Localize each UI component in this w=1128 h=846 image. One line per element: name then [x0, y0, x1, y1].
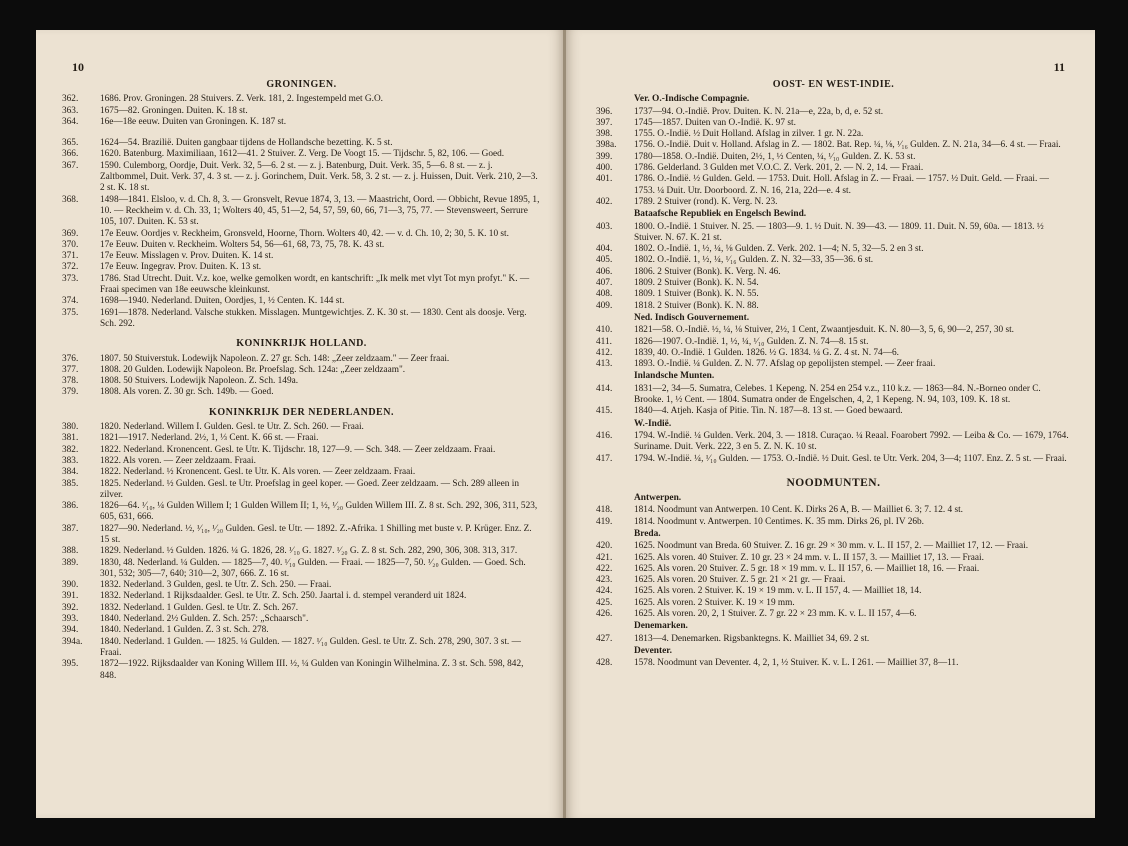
lot-entry	[62, 308, 541, 331]
lot-number: 366.	[62, 149, 79, 160]
lot-number: 411.	[596, 336, 612, 347]
lot-description: 1872—1922. Rijksdaalder van Koning Willem III. ½, ¼ Gulden van Koningin Wilhelmina. Z. 3 st. Sch. 598, 842, 848.	[100, 659, 524, 681]
lot-entry	[62, 365, 541, 376]
entry-spacer	[62, 128, 541, 138]
lot-number: 383.	[62, 455, 79, 466]
lot-entry	[62, 614, 541, 625]
lot-entry	[596, 278, 1071, 289]
lot-entry	[596, 118, 1071, 129]
subsection-heading: W.-Indië.	[634, 418, 672, 429]
lot-description: 1814. Noodmunt van Antwerpen. 10 Cent. K. Dirks 26 A, B. — Mailliet 6. 3; 7. 12. 4 st.	[634, 505, 963, 516]
lot-number: 410.	[596, 325, 613, 336]
lot-description: 1827—90. Nederland. ½, ¹⁄₁₀, ¹⁄₂₀ Gulden. Gesl. te Utr. — 1892. Z.-Afrika. 1 Shilling met buste v. P. Krüger. Enz. Z. 15 st.	[100, 523, 532, 545]
lot-description: 1813—4. Denemarken. Rigsbanktegns. K. Mailliet 34, 69. 2 st.	[634, 633, 870, 644]
lot-number: 381.	[62, 433, 79, 444]
lot-entry	[62, 117, 541, 128]
lot-entry	[62, 433, 541, 444]
lot-entry	[596, 598, 1071, 609]
lot-description: 1822. Nederland. Kronencent. Gesl. te Utr. K. Tijdschr. 18, 127—9. — Sch. 348. — Zeer zeldzaam. Fraai.	[100, 444, 496, 455]
section-heading: GRONINGEN.	[266, 79, 337, 90]
lot-entry	[596, 384, 1071, 407]
lot-entry	[596, 152, 1071, 163]
lot-number: 370.	[62, 239, 79, 250]
lot-entry	[62, 467, 541, 478]
lot-description: 1675—82. Groningen. Duiten. K. 18 st.	[100, 105, 248, 116]
subsection-heading: Ned. Indisch Gouvernement.	[634, 312, 750, 323]
lot-entry	[596, 174, 1071, 197]
lot-entry	[596, 107, 1071, 118]
subsection-heading: Breda.	[634, 528, 661, 539]
lot-description: 1840. Nederland. 1 Gulden. — 1825. ¼ Gulden. — 1827. ¹⁄₁₀ Gulden. Gesl. te Utr. Z. Sch. 278, 290, 307. 3 st. — Fraai.	[100, 636, 521, 658]
lot-entry	[596, 586, 1071, 597]
lot-entry	[62, 445, 541, 456]
lot-entry	[596, 325, 1071, 336]
lot-entry	[62, 229, 541, 240]
lot-number: 382.	[62, 444, 79, 455]
lot-description: 1498—1841. Elsloo, v. d. Ch. 8, 3. — Gronsvelt, Revue 1874, 3, 13. — Maastricht, Oord. — Obbicht, Revue 1895, 1, 10. — Reckheim v. d. Ch. 33, 1; Wolters 40, 45, 51—2, 54, 57, 59, 60, 66, 71—3, 75, 77. — Stevensweert, Serrure 105, 107. Duiten. K. 53 st.	[100, 194, 540, 228]
lot-number: 422.	[596, 563, 613, 574]
lot-number: 403.	[596, 221, 613, 232]
lot-description: 1825. Nederland. ½ Gulden. Gesl. te Utr. Proefslag in geel koper. — Goed. Zeer zeldzaam. — Sch. 289 alleen in zilver.	[100, 478, 520, 500]
lot-description: 1821—1917. Nederland. 2½, 1, ⅓ Cent. K. 66 st. — Fraai.	[100, 433, 319, 444]
lot-number: 423.	[596, 575, 613, 586]
lot-number: 398a.	[596, 140, 617, 151]
lot-description: 1830, 48. Nederland. ¼ Gulden. — 1825—7, 40. ¹⁄₁₀ Gulden. — Fraai. — 1825—7, 50. ¹⁄₂₀ Gulden. — Goed. Sch. 301, 532; 305—7, 640; 310—2, 307, 666. Z. 16 st.	[100, 557, 526, 579]
lot-number: 379.	[62, 387, 79, 398]
lot-number: 389.	[62, 557, 79, 568]
lot-description: 1625. Als voren. 20, 2, 1 Stuiver. Z. 7 gr. 22 × 23 mm. K. v. L. II 157, 4—6.	[634, 609, 917, 620]
lot-description: 1698—1940. Nederland. Duiten, Oordjes, 1, ½ Centen. K. 144 st.	[100, 296, 345, 307]
lot-entry	[62, 659, 541, 682]
lot-number: 400.	[596, 163, 613, 174]
lot-entry	[62, 546, 541, 557]
lot-description: 1840. Nederland. 2½ Gulden. Z. Sch. 257: „Schaarsch".	[100, 614, 309, 625]
page-text	[596, 76, 1071, 670]
lot-description: 17e Eeuw. Ingegrav. Prov. Duiten. K. 13 st.	[100, 262, 262, 273]
lot-number: 420.	[596, 541, 613, 552]
lot-number: 367.	[62, 160, 79, 171]
page-text	[62, 76, 541, 682]
lot-description: 16e—18e eeuw. Duiten van Groningen. K. 187 st.	[100, 116, 287, 127]
lot-entry	[62, 479, 541, 502]
lot-entry	[62, 138, 541, 149]
lot-entry	[62, 524, 541, 547]
lot-entry	[62, 456, 541, 467]
lot-entry	[62, 195, 541, 229]
lot-number: 395.	[62, 659, 79, 670]
lot-description: 17e Eeuw. Duiten v. Reckheim. Wolters 54, 56—61, 68, 73, 75, 78. K. 43 st.	[100, 239, 385, 250]
lot-entry	[62, 387, 541, 398]
section-spacer	[62, 399, 541, 404]
lot-number: 407.	[596, 278, 613, 289]
section-heading: NOODMUNTEN.	[786, 476, 881, 489]
lot-entry	[596, 163, 1071, 174]
lot-description: 1756. O.-Indië. Duit v. Holland. Afslag in Z. — 1802. Bat. Rep. ¼, ⅛, ¹⁄₁₆ Gulden. Z. N. 21a, 34—6. 4 st. — Fraai.	[634, 140, 1061, 151]
lot-description: 1802. O.-Indië. 1, ½, ¼, ⅛ Gulden. Z. Verk. 202. 1—4; N. 5, 32—5. 2 en 3 st.	[634, 244, 924, 255]
lot-description: 1826—1907. O.-Indië. 1, ½, ¼, ¹⁄₁₀ Gulden. Z. N. 74—8. 15 st.	[634, 336, 869, 347]
lot-number: 364.	[62, 116, 79, 127]
lot-description: 1625. Als voren. 40 Stuiver. Z. 10 gr. 23 × 24 mm. v. L. II 157, 3. — Mailliet 17, 13. — Fraai.	[634, 552, 984, 563]
lot-number: 414.	[596, 383, 613, 394]
subsection-heading: Deventer.	[634, 645, 672, 656]
lot-number: 413.	[596, 359, 613, 370]
section-spacer	[596, 465, 1071, 470]
lot-number: 387.	[62, 523, 79, 534]
lot-number: 401.	[596, 174, 613, 185]
lot-number: 421.	[596, 552, 613, 563]
lot-description: 1829. Nederland. ½ Gulden. 1826. ¼ G. 1826, 28. ¹⁄₁₀ G. 1827. ¹⁄₂₀ G. Z. 8 st. Sch. 282, 290, 306, 308. 313, 317.	[100, 546, 518, 557]
lot-entry	[596, 505, 1071, 516]
lot-description: 1755. O.-Indië. ½ Duit Holland. Afslag in zilver. 1 gr. N. 22a.	[634, 129, 864, 140]
lot-description: 1625. Als voren. 20 Stuiver. Z. 5 gr. 21 × 21 gr. — Fraai.	[634, 575, 846, 586]
left-page	[36, 30, 563, 818]
lot-description: 1807. 50 Stuiverstuk. Lodewijk Napoleon. Z. 27 gr. Sch. 148: „Zeer zeldzaam." — Zeer fraai.	[100, 353, 450, 364]
lot-description: 1786. Gelderland. 3 Gulden met V.O.C. Z. Verk. 201, 2. — N. 2, 14. — Fraai.	[634, 163, 924, 174]
section-heading: OOST- EN WEST-INDIE.	[772, 79, 895, 90]
lot-entry	[62, 580, 541, 591]
lot-number: 393.	[62, 614, 79, 625]
lot-entry	[596, 609, 1071, 620]
subsection-heading: Inlandsche Munten.	[634, 371, 715, 382]
lot-description: 1786. Stad Utrecht. Duit. V.z. koe, welke gemolken wordt, en kantschrift: „Ik melk met vlyt Tot myn profyt." K. — Fraai specimen van 18e eeuwsche kleinkunst.	[100, 273, 530, 296]
lot-number: 394a.	[62, 636, 83, 647]
lot-number: 398.	[596, 129, 613, 140]
subsection-heading: Denemarken.	[634, 621, 688, 632]
lot-entry	[596, 553, 1071, 564]
lot-description: 1806. 2 Stuiver (Bonk). K. Verg. N. 46.	[634, 266, 781, 277]
page-number: 10	[72, 60, 84, 74]
lot-description: 1691—1878. Nederland. Valsche stukken. Misslagen. Muntgewichtjes. Z. K. 30 st. — 1830. Cent als doosje. Verg. Sch. 292.	[100, 307, 527, 329]
lot-number: 408.	[596, 289, 613, 300]
lot-number: 368.	[62, 194, 79, 205]
lot-number: 390.	[62, 580, 79, 591]
lot-entry	[62, 501, 541, 524]
lot-description: 1818. 2 Stuiver (Bonk). K. N. 88.	[634, 300, 759, 311]
lot-number: 409.	[596, 300, 613, 311]
lot-description: 1840—4. Atjeh. Kasja of Pitie. Tin. N. 187—8. 13 st. — Goed bewaard.	[634, 406, 903, 417]
lot-entry	[596, 244, 1071, 255]
lot-description: 1808. 20 Gulden. Lodewijk Napoleon. Br. Proefslag. Sch. 124a: „Zeer zeldzaam".	[100, 364, 406, 375]
lot-description: 1794. W.-Indië. ¼, ¹⁄₁₀ Gulden. — 1753. O.-Indië. ½ Duit. Gesl. te Utr. Verk. 204, 3—4; 1107. Enz. Z. 5 st. — Fraai.	[634, 453, 1067, 464]
lot-description: 1808. 50 Stuivers. Lodewijk Napoleon. Z. Sch. 149a.	[100, 376, 299, 387]
lot-description: 1832. Nederland. 1 Rijksdaalder. Gesl. te Utr. Z. Sch. 250. Jaartal i. d. stempel veranderd uit 1824.	[100, 591, 467, 602]
lot-number: 384.	[62, 467, 79, 478]
lot-number: 425.	[596, 597, 613, 608]
lot-description: 1839, 40. O.-Indië. 1 Gulden. 1826. ½ G. 1834. ¼ G. Z. 4 st. N. 74—6.	[634, 347, 899, 358]
lot-description: 1826—64. ¹⁄₁₀, ¼ Gulden Willem I; 1 Gulden Willem II; 1, ½, ¹⁄₂₀ Gulden Willem III. Z. 8 st. Sch. 292, 306, 311, 523, 605, 631, 666.	[100, 501, 538, 523]
lot-entry	[62, 161, 541, 195]
lot-description: 1794. W.-Indië. ¼ Gulden. Verk. 204, 3. — 1818. Curaçao. ¼ Reaal. Foarobert 7992. — Leiba & Co. — 1679, 1764. Suriname. Duit. Verk. 222, 3 en 5. Z. N. K. 10 st.	[634, 430, 1069, 453]
lot-number: 378.	[62, 376, 79, 387]
lot-description: 1893. O.-Indië. ¼ Gulden. Z. N. 77. Afslag op gepolijsten stempel. — Zeer fraai.	[634, 359, 936, 370]
section-heading: KONINKRIJK DER NEDERLANDEN.	[209, 406, 394, 418]
lot-entry	[62, 274, 541, 297]
lot-number: 424.	[596, 586, 613, 597]
subsection-heading: Ver. O.-Indische Compagnie.	[634, 94, 750, 105]
lot-number: 369.	[62, 228, 79, 239]
lot-entry	[62, 603, 541, 614]
lot-entry	[596, 634, 1071, 645]
subsection-heading: Antwerpen.	[634, 493, 682, 504]
lot-description: 1832. Nederland. 1 Gulden. Gesl. te Utr. Z. Sch. 267.	[100, 602, 299, 613]
lot-entry	[62, 558, 541, 581]
lot-description: 1620. Batenburg. Maximiliaan, 1612—41. 2 Stuiver. Z. Verg. De Voogt 15. — Tijdschr. 5, 82, 106. — Goed.	[100, 149, 505, 160]
lot-description: 1625. Als voren. 2 Stuiver. K. 19 × 19 mm.	[634, 597, 795, 608]
lot-entry	[62, 94, 541, 105]
lot-description: 1821—58. O.-Indië. ½, ¼, ⅛ Stuiver, 2½, 1 Cent, Zwaantjesduit. K. N. 80—3, 5, 6, 90—2, 257, 30 st.	[634, 325, 1014, 336]
lot-description: 1822. Als voren. — Zeer zeldzaam. Fraai.	[100, 455, 256, 466]
lot-description: 1686. Prov. Groningen. 28 Stuivers. Z. Verk. 181, 2. Ingestempeld met G.O.	[100, 94, 384, 105]
lot-entry	[596, 197, 1071, 208]
lot-description: 1814. Noodmunt v. Antwerpen. 10 Centimes. K. 35 mm. Dirks 26, pl. IV 26b.	[634, 516, 924, 527]
lot-entry	[62, 106, 541, 117]
lot-number: 376.	[62, 353, 79, 364]
lot-entry	[596, 301, 1071, 312]
lot-number: 426.	[596, 609, 613, 620]
lot-entry	[596, 129, 1071, 140]
lot-number: 385.	[62, 478, 79, 489]
lot-number: 418.	[596, 505, 613, 516]
lot-entry	[62, 422, 541, 433]
lot-number: 416.	[596, 430, 613, 441]
lot-description: 1800. O.-Indië. 1 Stuiver. N. 25. — 1803—9. 1. ½ Duit. N. 39—43. — 1809. 11. Duit. N. 59, 60a. — 1813. ½ Stuiver. N. 67. K. 21 st.	[634, 221, 1044, 243]
lot-entry	[596, 454, 1071, 465]
lot-description: 1624—54. Brazilië. Duiten gangbaar tijdens de Hollandsche bezetting. K. 5 st.	[100, 138, 393, 149]
lot-number: 392.	[62, 602, 79, 613]
lot-entry	[62, 149, 541, 160]
lot-description: 1820. Nederland. Willem I. Gulden. Gesl. te Utr. Z. Sch. 260. — Fraai.	[100, 422, 364, 433]
lot-entry	[62, 262, 541, 273]
lot-number: 380.	[62, 422, 79, 433]
lot-number: 428.	[596, 658, 613, 669]
lot-entry	[596, 564, 1071, 575]
lot-entry	[596, 267, 1071, 278]
lot-number: 399.	[596, 151, 613, 162]
lot-number: 388.	[62, 546, 79, 557]
lot-number: 374.	[62, 296, 79, 307]
lot-description: 1840. Nederland. 1 Gulden. Z. 3 st. Sch. 278.	[100, 625, 269, 636]
lot-number: 405.	[596, 255, 613, 266]
lot-number: 417.	[596, 453, 613, 464]
lot-number: 372.	[62, 262, 79, 273]
lot-description: 1625. Noodmunt van Breda. 60 Stuiver. Z. 16 gr. 29 × 30 mm. v. L. II 157, 2. — Mailliet 17, 12. — Fraai.	[634, 541, 1029, 552]
lot-entry	[596, 359, 1071, 370]
lot-entry	[62, 625, 541, 636]
lot-entry	[62, 240, 541, 251]
lot-description: 1578. Noodmunt van Deventer. 4, 2, 1, ½ Stuiver. K. v. L. I 261. — Mailliet 37, 8—11.	[634, 658, 959, 669]
lot-number: 394.	[62, 625, 79, 636]
lot-entry	[62, 376, 541, 387]
lot-entry	[596, 348, 1071, 359]
lot-number: 419.	[596, 516, 613, 527]
lot-description: 1831—2, 34—5. Sumatra, Celebes. 1 Kepeng. N. 254 en 254 v.z., 110 k.z. — 1863—84. N.-Borneo onder C. Brooke. 1, ½ Cent. — 1804. Sumatra onder de Engelschen, 4, 2, 1 Kepeng. N. 94, 103, 109. K. 18 st.	[634, 383, 1041, 406]
page-number: 11	[1053, 60, 1065, 74]
lot-description: 1802. O.-Indië. 1, ½, ¼, ¹⁄₁₆ Gulden. Z. N. 32—33, 35—36. 6 st.	[634, 255, 874, 266]
lot-description: 1625. Als voren. 2 Stuiver. K. 19 × 19 mm. v. L. II 157, 4. — Mailliet 18, 14.	[634, 586, 922, 597]
lot-description: 17e Eeuw. Misslagen v. Prov. Duiten. K. 14 st.	[100, 251, 274, 262]
lot-number: 363.	[62, 105, 79, 116]
lot-description: 1780—1858. O.-Indië. Duiten, 2½, 1, ½ Centen, ¼, ¹⁄₁₀ Gulden. Z. K. 53 st.	[634, 151, 916, 162]
lot-number: 371.	[62, 251, 79, 262]
lot-description: 1809. 2 Stuiver (Bonk). K. N. 54.	[634, 278, 759, 289]
lot-number: 365.	[62, 138, 79, 149]
lot-entry	[62, 637, 541, 660]
lot-number: 415.	[596, 406, 613, 417]
lot-entry	[62, 591, 541, 602]
lot-number: 362.	[62, 94, 79, 105]
subsection-heading: Bataafsche Republiek en Engelsch Bewind.	[634, 209, 807, 220]
lot-entry	[62, 296, 541, 307]
section-spacer	[62, 330, 541, 335]
lot-description: 17e Eeuw. Oordjes v. Reckheim, Gronsveld, Hoorne, Thorn. Wolters 40, 42. — v. d. Ch. 10, 2; 30, 5. K. 10 st.	[100, 228, 509, 239]
lot-description: 1832. Nederland. 3 Gulden, gesl. te Utr. Z. Sch. 250. — Fraai.	[100, 580, 332, 591]
lot-entry	[596, 431, 1071, 454]
lot-number: 402.	[596, 196, 613, 207]
lot-description: 1590. Culemborg, Oordje, Duit. Verk. 32, 5—6. 2 st. — z. j. Batenburg, Duit. Verk. 35, 5—6. 8 st. — z. j. Zaltbommel, Duit. Verk. 37, 4. 3 st. — z. j. Gorinchem, Duit. Verk. 58, 3. 2 st. — z. j. Huissen, Duit. Verk. 210, 2—3. 2 st. K. 18 st.	[100, 160, 538, 194]
lot-number: 377.	[62, 364, 79, 375]
lot-description: 1789. 2 Stuiver (rond). K. Verg. N. 23.	[634, 196, 778, 207]
lot-entry	[596, 541, 1071, 552]
lot-number: 397.	[596, 117, 613, 128]
lot-description: 1625. Als voren. 20 Stuiver. Z. 5 gr. 18 × 19 mm. v. L. II 157, 6. — Mailliet 18, 16. — Fraai.	[634, 563, 980, 574]
section-heading: KONINKRIJK HOLLAND.	[236, 338, 367, 350]
lot-number: 396.	[596, 106, 613, 117]
lot-entry	[596, 658, 1071, 669]
lot-entry	[596, 289, 1071, 300]
lot-entry	[596, 337, 1071, 348]
lot-description: 1745—1857. Duiten van O.-Indië. K. 97 st.	[634, 117, 796, 128]
lot-number: 406.	[596, 266, 613, 277]
lot-description: 1737—94. O.-Indië. Prov. Duiten. K. N. 21a—e, 22a, b, d, e. 52 st.	[634, 106, 884, 117]
lot-entry	[596, 517, 1071, 528]
lot-entry	[596, 406, 1071, 417]
lot-entry	[596, 222, 1071, 245]
lot-entry	[596, 255, 1071, 266]
lot-entry	[596, 140, 1071, 151]
lot-entry	[596, 575, 1071, 586]
right-page	[566, 30, 1095, 818]
lot-description: 1822. Nederland. ½ Kronencent. Gesl. te Utr. K. Als voren. — Zeer zeldzaam. Fraai.	[100, 467, 416, 478]
lot-entry	[62, 251, 541, 262]
lot-description: 1808. Als voren. Z. 30 gr. Sch. 149b. — Goed.	[100, 387, 274, 398]
lot-number: 412.	[596, 347, 613, 358]
lot-description: 1786. O.-Indië. ½ Gulden. Geld. — 1753. Duit. Holl. Afslag in Z. — Fraai. — 1757. ½ Duit. Geld. — Fraai. — 1753. ¼ Duit. Utr. Doorboord. Z. N. 16, 21a, 22d—e. 4 st.	[634, 174, 1049, 196]
lot-number: 375.	[62, 307, 79, 318]
lot-number: 404.	[596, 244, 613, 255]
lot-number: 373.	[62, 273, 79, 284]
lot-description: 1809. 1 Stuiver (Bonk). K. N. 55.	[634, 289, 759, 300]
lot-entry	[62, 354, 541, 365]
lot-number: 391.	[62, 591, 79, 602]
lot-number: 427.	[596, 633, 613, 644]
lot-number: 386.	[62, 501, 79, 512]
